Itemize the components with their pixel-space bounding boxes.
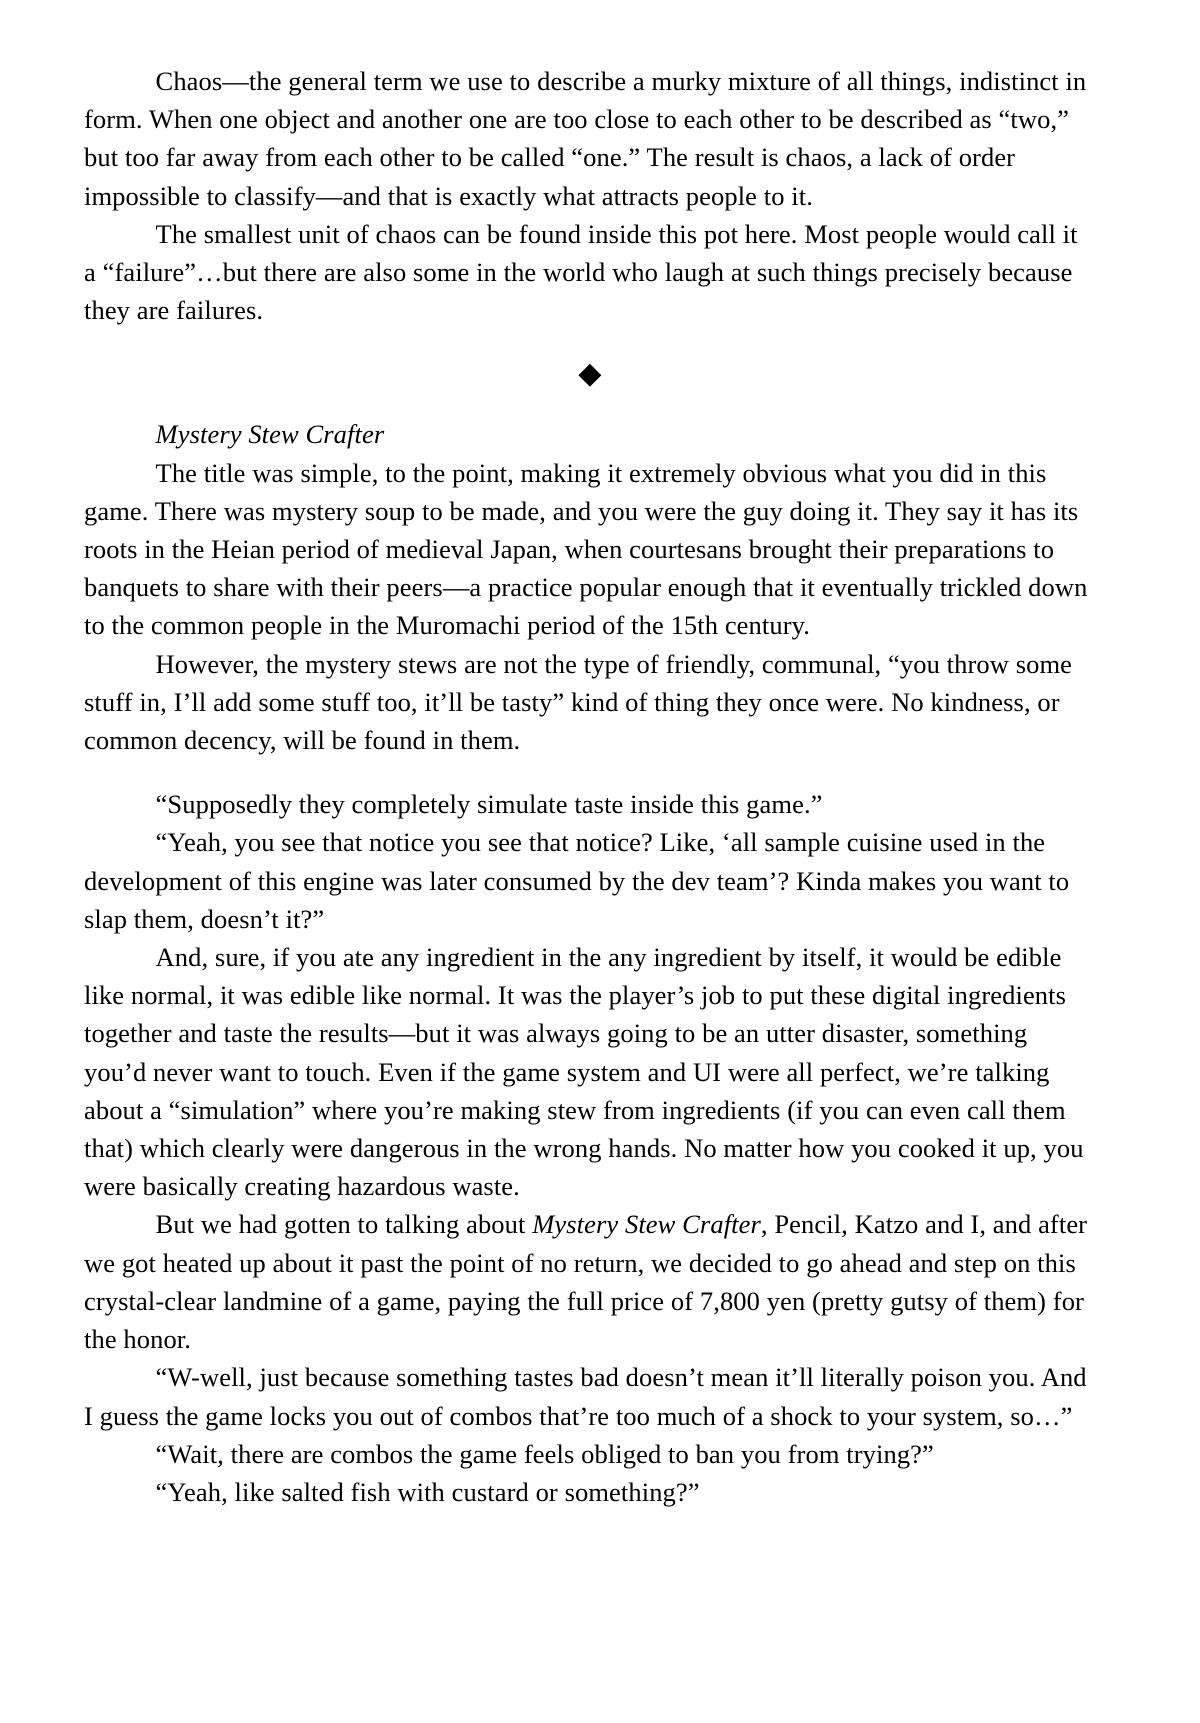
paragraph-dialogue-notice: “Yeah, you see that notice you see that notice? Like, ‘all sample cuisine used in the development of this engine was later consumed by the dev team’? Kinda makes you want to slap them, doesn’t it?”: [84, 827, 1070, 934]
paragraph-title-origins: The title was simple, to the point, making it extremely obvious what you did in this game. There was mystery soup to be made, and you were the guy doing it. They say it has its roots in the Heian period of medieval Japan, when courtesans brought their preparations to banquets to share with their peers—a practice popular enough that it eventually trickled down to the common people in the Muromachi period of the 15th century.: [84, 457, 1088, 641]
paragraph-not-communal: However, the mystery stews are not the type of friendly, communal, “you throw some stuff in, I’ll add some stuff too, it’ll be tasty” kind of thing they once were. No kindness, or common decency, will be found in them.: [84, 648, 1073, 756]
body-text-column: [84, 62, 1096, 1511]
paragraph-smallest-unit: The smallest unit of chaos can be found inside this pot here. Most people would call it a “failure”…but there are also some in the world who laugh at such things precisely because they are failures.: [84, 218, 1078, 326]
paragraph-bought-the-game: [84, 1205, 1096, 1358]
paragraph-dialogue-salted-fish: “Yeah, like salted fish with custard or something?”: [155, 1476, 700, 1507]
paragraph-hazardous-waste: And, sure, if you ate any ingredient in the any ingredient by itself, it would be edible like normal, it was edible like normal. It was the player’s job to put these digital ingredients together and taste the results—but it was always going to be an utter disaster, something you’d never want to touch. Even if the game system and UI were all perfect, we’re talking about a “simulation” where you’re making stew from ingredients (if you can even call them that) which clearly were dangerous in the wrong hands. No matter how you cooked it up, you were basically creating hazardous waste.: [84, 942, 1084, 1202]
section-title: Mystery Stew Crafter: [155, 419, 385, 450]
paragraph-dialogue-poison: “W-well, just because something tastes bad doesn’t mean it’ll literally poison you. And I guess the game locks you out of combos that’re too much of a shock to your system, so…”: [84, 1362, 1087, 1431]
section-divider: [84, 359, 1096, 389]
paragraph-chaos-definition: Chaos—the general term we use to describe a murky mixture of all things, indistinct in form. When one object and another one are too close to each other to be described as “two,” but too far away from each other to be called “one.” The result is chaos, a lack of order impossible to classify—and that is exactly what attracts people to it.: [84, 66, 1087, 211]
diamond-icon: ◆: [578, 357, 602, 391]
paragraph-dialogue-simulate-taste: “Supposedly they completely simulate taste inside this game.”: [155, 789, 823, 820]
paragraph-bought-the-game-part1: But we had gotten to talking about: [155, 1209, 533, 1240]
paragraph-gap: [84, 759, 1096, 785]
game-title-inline: Mystery Stew Crafter: [532, 1209, 761, 1240]
paragraph-bought-the-game-part2: , Pencil, Katzo and I, and after we got heated up about it past the point of no return, we decided to go ahead and step on this crystal-clear landmine of a game, paying the full price of 7,800 yen (pretty gutsy of them) for the honor.: [84, 1209, 1088, 1355]
paragraph-dialogue-banned-combos: “Wait, there are combos the game feels obliged to ban you from trying?”: [155, 1438, 934, 1469]
